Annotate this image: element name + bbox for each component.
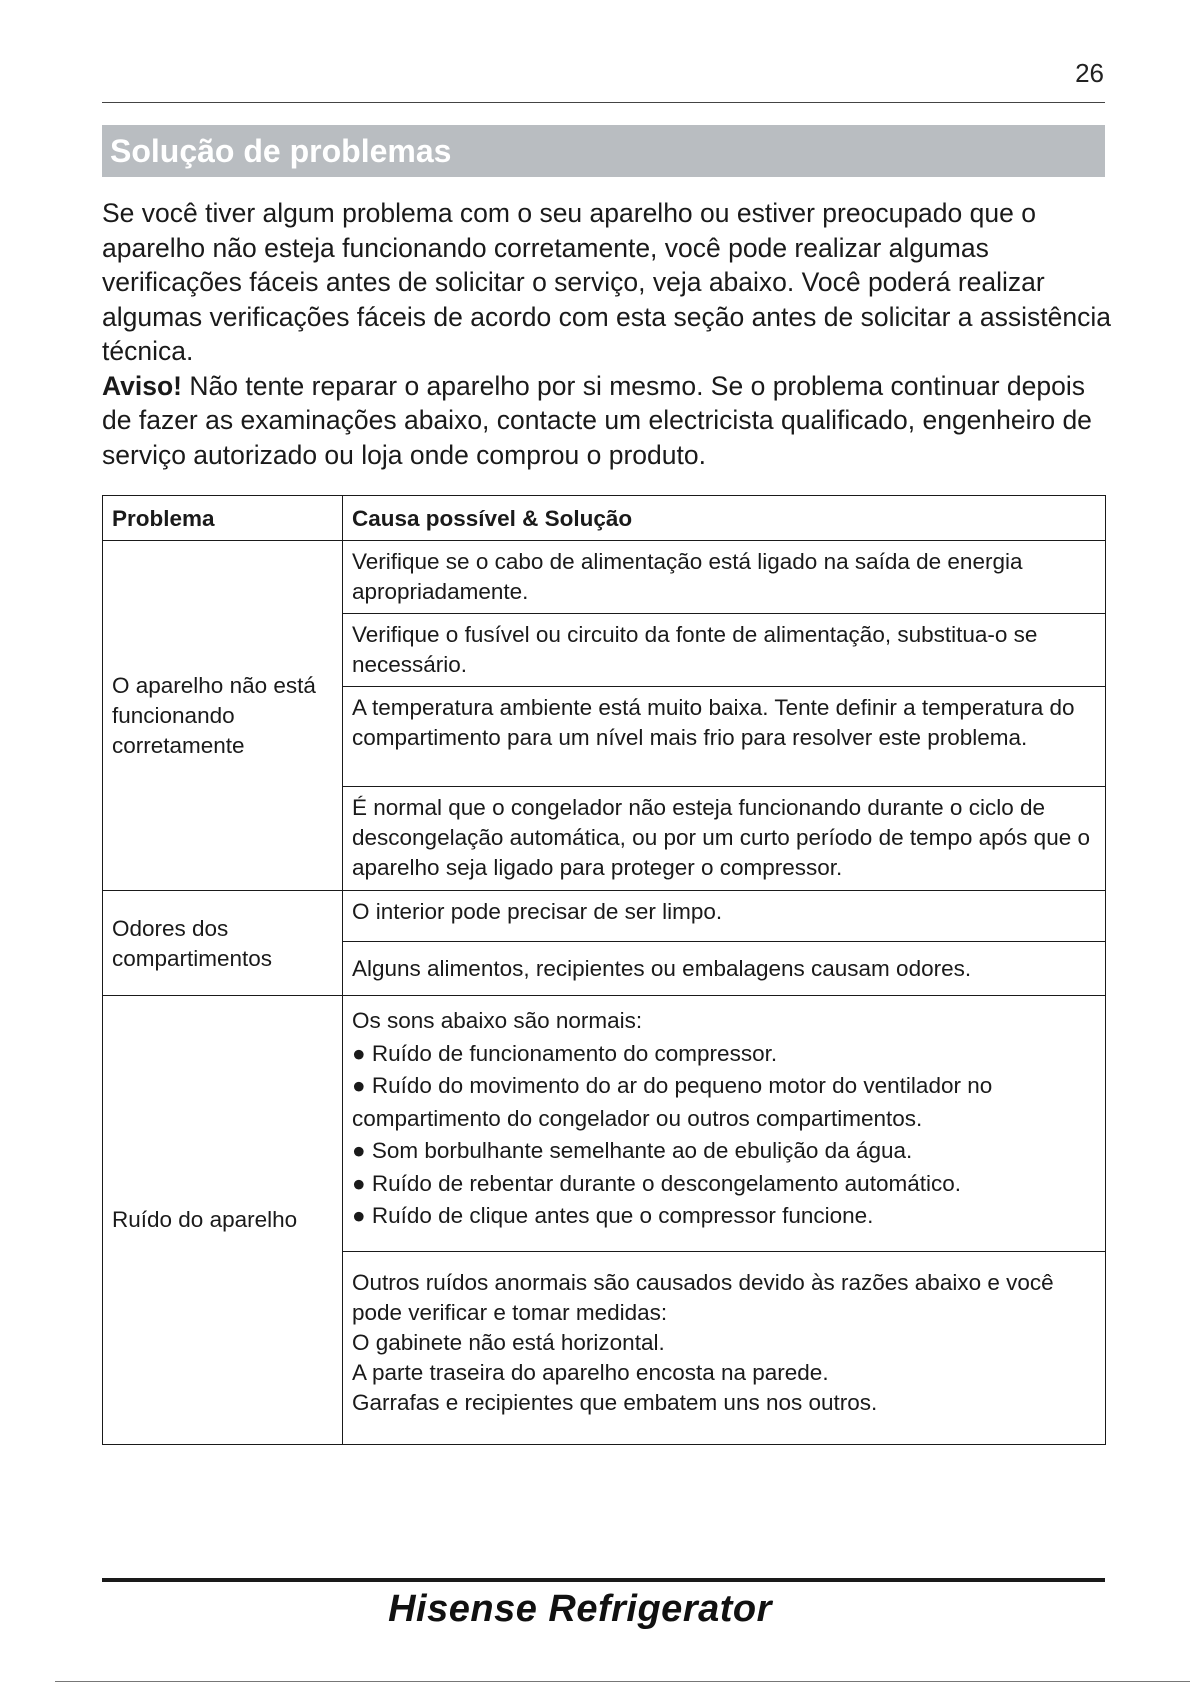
list-item: ● Ruído do movimento do ar do pequeno motor do ventilador no compartimento do congelador ou outros compartimentos. bbox=[352, 1073, 993, 1131]
brand-footer: Hisense Refrigerator bbox=[388, 1588, 772, 1630]
warning-paragraph bbox=[102, 369, 1112, 473]
warning-label: Aviso! bbox=[102, 370, 183, 401]
solution-cell: Verifique o fusível ou circuito da fonte de alimentação, substitua-o se necessário. bbox=[343, 614, 1106, 687]
list-item: ● Ruído de funcionamento do compressor. bbox=[352, 1040, 778, 1066]
list-item: O gabinete não está horizontal. bbox=[352, 1329, 665, 1355]
section-title: Solução de problemas bbox=[102, 125, 1105, 177]
list-item: ● Ruído de clique antes que o compressor funcione. bbox=[352, 1203, 874, 1228]
normal-sounds-cell bbox=[343, 996, 1106, 1252]
intro-paragraph: Se você tiver algum problema com o seu aparelho ou estiver preocupado que o aparelho não esteja funcionando corretamente, você pode realizar algumas verificações fáceis antes de solicitar o serviço, veja abaixo. Você poderá realizar algumas verificações fáceis de acordo com esta seção antes de solicitar a assistência técnica. bbox=[102, 198, 1111, 366]
list-item: ● Ruído de rebentar durante o descongelamento automático. bbox=[352, 1170, 961, 1196]
table-row bbox=[103, 996, 1106, 1252]
table-row bbox=[103, 891, 1106, 942]
solution-cell: Alguns alimentos, recipientes ou embalagens causam odores. bbox=[343, 942, 1106, 996]
warning-text: Não tente reparar o aparelho por si mesmo. Se o problema continuar depois de fazer as examinações abaixo, contacte um electricista qualificado, engenheiro de serviço autorizado ou loja onde comprou o produto. bbox=[102, 370, 1092, 470]
list-item: Garrafas e recipientes que embatem uns nos outros. bbox=[352, 1389, 878, 1415]
troubleshooting-table bbox=[102, 495, 1106, 1445]
table-header-row bbox=[103, 496, 1106, 541]
header-problem: Problema bbox=[103, 496, 343, 541]
problem-cell: Odores dos compartimentos bbox=[103, 891, 343, 996]
page-bottom-rule bbox=[55, 1681, 1190, 1682]
problem-cell: Ruído do aparelho bbox=[103, 996, 343, 1445]
intro-text bbox=[102, 196, 1112, 472]
list-item: ● Som borbulhante semelhante ao de ebulição da água. bbox=[352, 1138, 913, 1163]
abnormal-sounds-cell bbox=[343, 1251, 1106, 1444]
normal-sounds-intro: Os sons abaixo são normais: bbox=[352, 1008, 643, 1033]
footer-divider bbox=[102, 1578, 1105, 1582]
list-item: A parte traseira do aparelho encosta na parede. bbox=[352, 1359, 829, 1385]
header-cause-solution: Causa possível & Solução bbox=[343, 496, 1106, 541]
solution-cell: A temperatura ambiente está muito baixa. Tente definir a temperatura do compartimento para um nível mais frio para resolver este problema. bbox=[343, 687, 1106, 787]
problem-cell: O aparelho não está funcionando corretamente bbox=[103, 541, 343, 891]
table-row bbox=[103, 541, 1106, 614]
abnormal-sounds-intro: Outros ruídos anormais são causados devido às razões abaixo e você pode verificar e tomar medidas: bbox=[352, 1269, 1054, 1325]
solution-cell: O interior pode precisar de ser limpo. bbox=[343, 891, 1106, 942]
header-divider bbox=[102, 102, 1105, 103]
solution-cell: Verifique se o cabo de alimentação está ligado na saída de energia apropriadamente. bbox=[343, 541, 1106, 614]
page-number: 26 bbox=[1075, 58, 1104, 88]
solution-cell: É normal que o congelador não esteja funcionando durante o ciclo de descongelação automática, ou por um curto período de tempo após que o aparelho seja ligado para proteger o compressor. bbox=[343, 787, 1106, 891]
